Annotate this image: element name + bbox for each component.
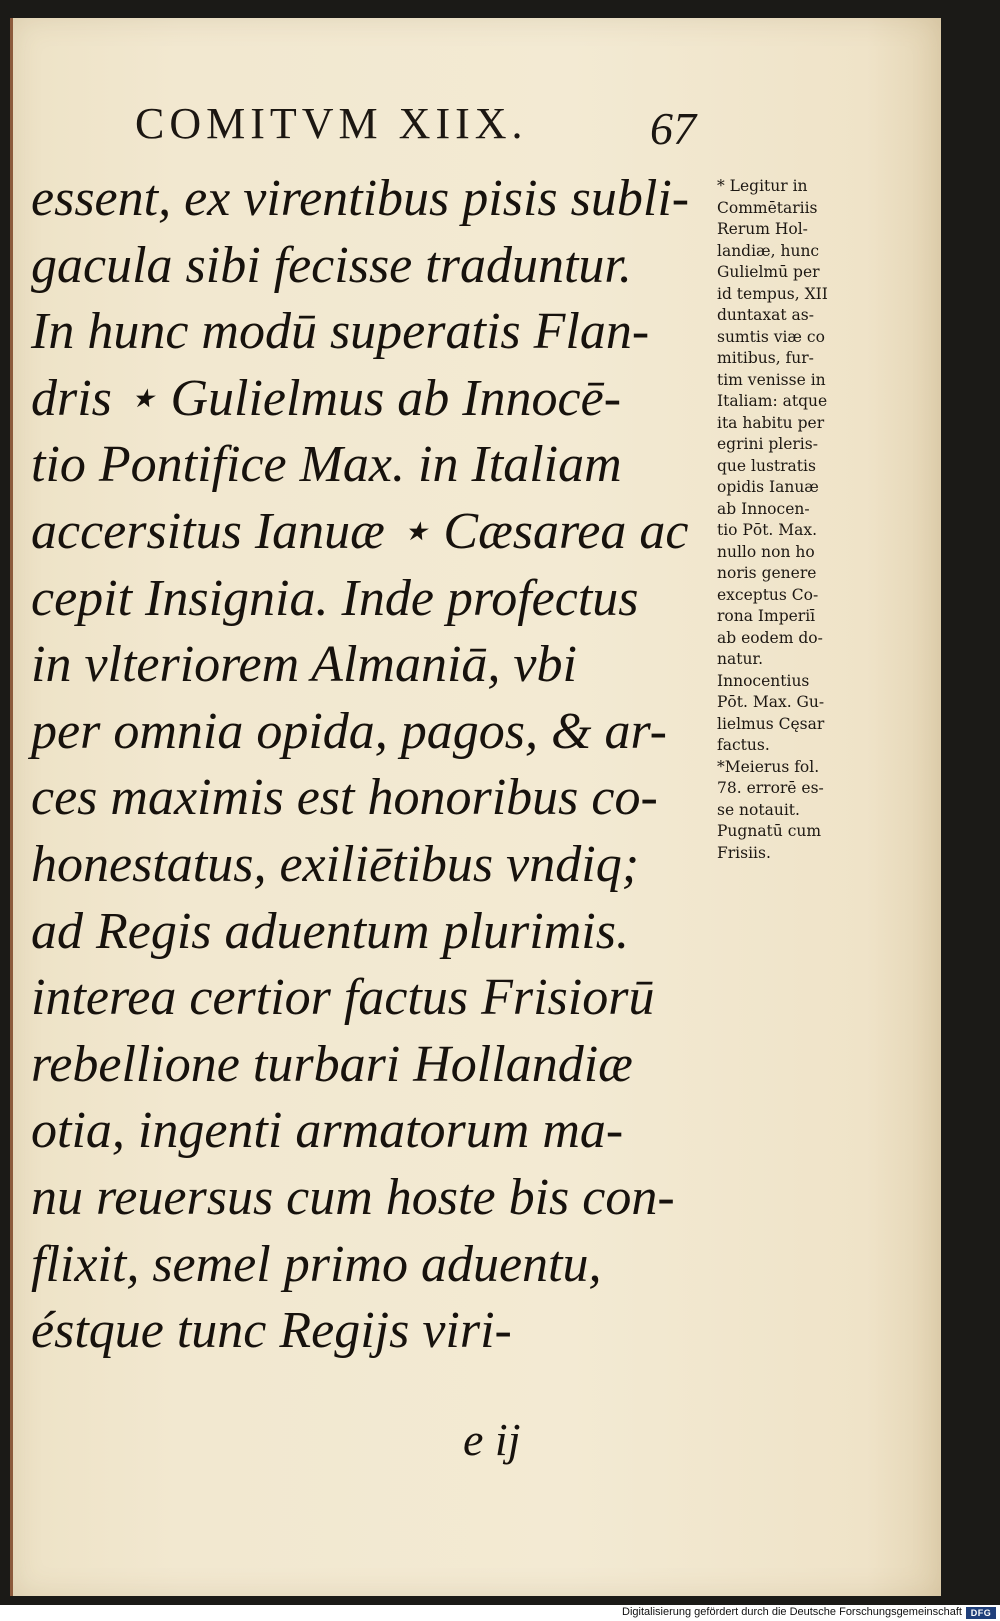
text-line: gacula sibi fecisse traduntur. <box>31 236 632 294</box>
main-text-block <box>31 166 711 1365</box>
catchword: e ij <box>463 1414 521 1465</box>
running-head: COMITVM XIIX. <box>135 99 528 148</box>
marginal-note-line: mitibus, fur- <box>717 349 814 367</box>
marginal-note-line: tio Pōt. Max. <box>717 521 818 539</box>
marginal-note-line: Innocentius <box>717 671 810 690</box>
marginal-note-line: ita habitu per <box>717 413 825 432</box>
marginal-note-line: se notauit. <box>717 800 800 819</box>
page-number: 67 <box>650 103 696 154</box>
marginal-note-line: lielmus Cęsar <box>717 714 825 733</box>
marginal-note-line: tim venisse in <box>717 370 826 389</box>
text-line: In hunc modū superatis Flan- <box>31 303 650 361</box>
marginal-note-line: natur. <box>717 650 764 668</box>
marginal-note-line: Rerum Hol- <box>717 220 808 238</box>
text-line: rebellione turbari Hollandiæ <box>31 1035 633 1093</box>
marginal-note-line: noris genere <box>717 564 817 582</box>
marginal-note-line: Frisiis. <box>717 843 771 862</box>
text-line: ces maximis est honoribus co- <box>31 769 658 827</box>
text-line: dris ⋆ Gulielmus ab Innocē- <box>31 369 622 427</box>
marginal-notes <box>717 176 887 864</box>
text-line: accersitus Ianuæ ⋆ Cæsarea ac <box>31 502 689 560</box>
marginal-note-line: egrini pleris- <box>717 435 818 453</box>
text-line: éstque tunc Regijs viri- <box>31 1302 512 1360</box>
text-line: cepit Insignia. Inde profectus <box>31 569 639 627</box>
marginal-note-line: opidis Ianuæ <box>717 478 819 496</box>
marginal-note-line: exceptus Co- <box>717 585 819 604</box>
marginal-note-line: duntaxat as- <box>717 306 814 324</box>
marginal-note-line: rona Imperiī <box>717 607 816 625</box>
marginal-note-line: id tempus, XII <box>717 284 828 303</box>
marginal-note-line: nullo non ho <box>717 542 815 561</box>
text-line: essent, ex virentibus pisis subli- <box>31 170 690 227</box>
text-line: honestatus, exiliētibus vndiq; <box>31 835 640 893</box>
marginal-note-line: sumtis viæ co <box>717 327 825 346</box>
marginal-note-line: 78. errorē es- <box>717 779 824 797</box>
page-header <box>125 80 725 160</box>
text-line: tio Pontifice Max. in Italiam <box>31 436 622 494</box>
text-line: nu reuersus cum hoste bis con- <box>31 1168 675 1226</box>
digitization-footer <box>0 1605 1000 1621</box>
text-line: flixit, semel primo aduentu, <box>31 1235 602 1293</box>
marginal-note-line: * Legitur in <box>717 177 808 195</box>
marginal-note-line: factus. <box>717 736 770 754</box>
funding-credit: Digitalisierung gefördert durch die Deutsche Forschungsgemeinschaft <box>622 1606 962 1618</box>
marginal-note-line: Pugnatū cum <box>717 822 822 840</box>
marginal-note-line: *Meierus fol. <box>717 757 820 776</box>
marginal-note-line: Pōt. Max. Gu- <box>717 693 825 711</box>
dfg-logo: DFG <box>966 1607 996 1619</box>
marginal-note-line: Gulielmū per <box>717 263 820 281</box>
book-page <box>10 18 941 1596</box>
marginal-note-line: Italiam: atque <box>717 392 828 410</box>
text-line: ad Regis aduentum plurimis. <box>31 902 629 960</box>
marginal-note-line: Commētariis <box>717 198 818 217</box>
marginal-note-line: que lustratis <box>717 456 816 475</box>
text-line: per omnia opida, pagos, & ar- <box>31 702 667 760</box>
text-line: in vlteriorem Almaniā, vbi <box>31 636 577 694</box>
text-line: otia, ingenti armatorum ma- <box>31 1102 624 1160</box>
marginal-note-line: ab Innocen- <box>717 499 810 518</box>
marginal-note-line: landiæ, hunc <box>717 241 820 260</box>
marginal-note-line: ab eodem do- <box>717 628 823 647</box>
text-line: interea certior factus Frisiorū <box>31 969 655 1027</box>
